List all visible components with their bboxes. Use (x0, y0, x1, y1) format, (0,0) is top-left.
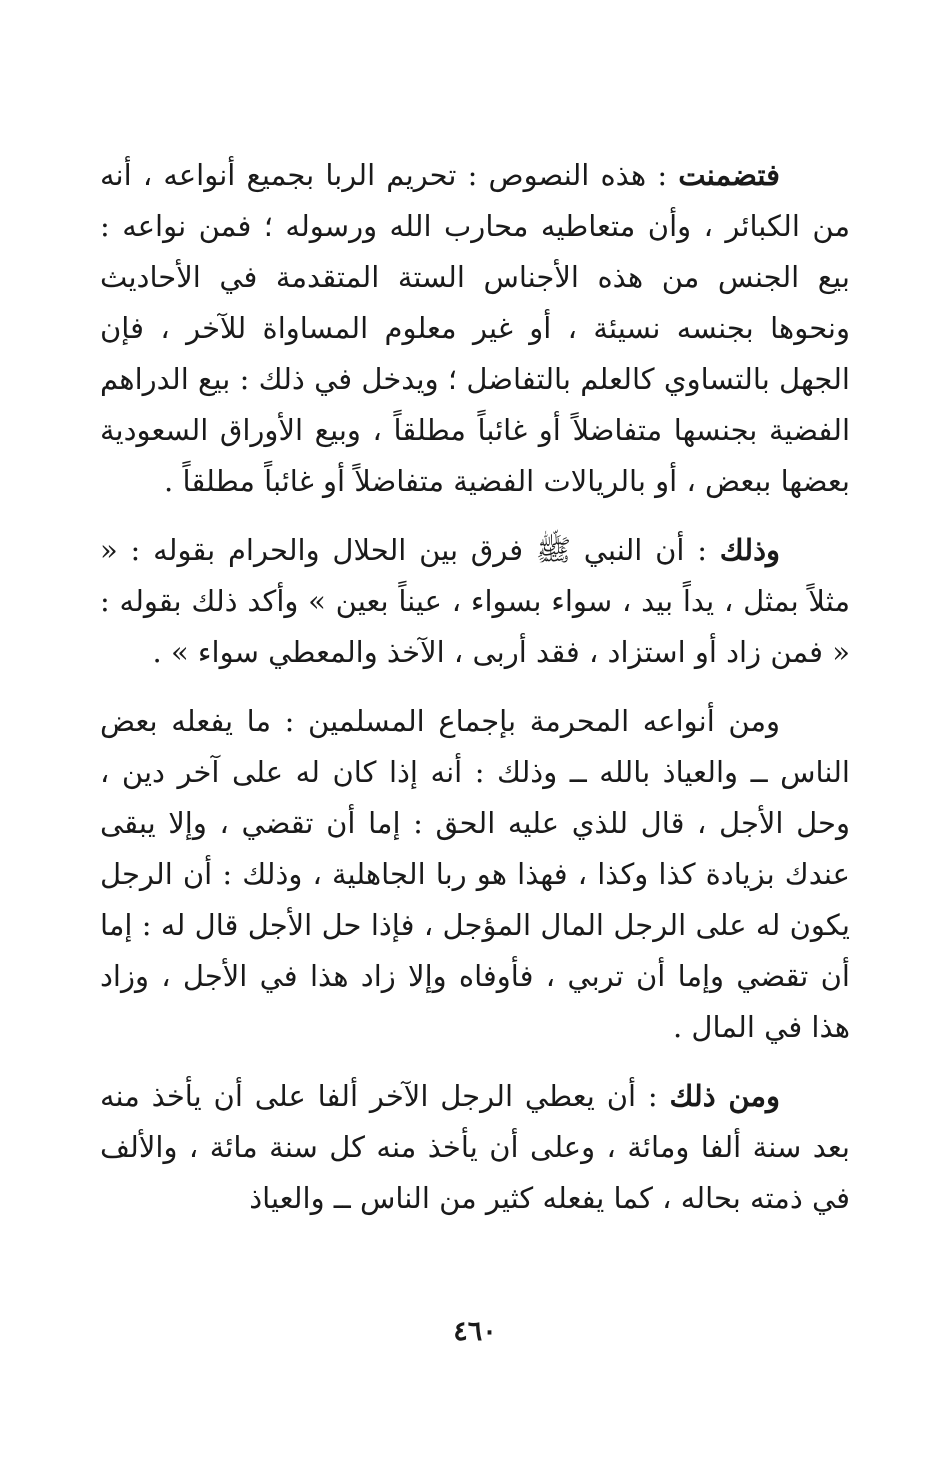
paragraph-jahiliyya-riba (100, 696, 850, 1053)
paragraph-text: : هذه النصوص : تحريم الربا بجميع أنواعه ، أنه من الكبائر ، وأن متعاطيه محارب الله ورسوله ؛ فمن نواعه : بيع الجنس من هذه الأجناس الستة المتقدمة في الأحاديث ونحوها بجنسه نسيئة ، أو غير معلوم المساواة للآخر ، فإن الجهل بالتساوي كالعلم بالتفاضل ؛ ويدخل في ذلك : بيع الدراهم الفضية بجنسها متفاضلاً أو غائباً مطلقاً ، وبيع الأوراق السعودية بعضها ببعض ، أو بالريالات الفضية متفاضلاً أو غائباً مطلقاً . (100, 158, 850, 498)
paragraph-text: ومن أنواعه المحرمة بإجماع المسلمين : ما يفعله بعض الناس ــ والعياذ بالله ــ وذلك : أنه إذا كان له على آخر دين ، وحل الأجل ، قال للذي عليه الحق : إما أن تقضي ، وإلا يبقى عندك بزيادة كذا وكذا ، فهذا هو ربا الجاهلية ، وذلك : أن الرجل يكون له على الرجل المال المؤجل ، فإذا حل الأجل قال له : إما أن تقضي وإما أن تربي ، فأوفاه وإلا زاد هذا في الأجل ، وزاد هذا في المال . (100, 704, 850, 1044)
paragraph-riba-types (100, 150, 850, 507)
paragraph-lead: فتضمنت (678, 158, 780, 192)
paragraph-lead: ومن ذلك (669, 1079, 780, 1113)
paragraph-loan-example (100, 1071, 850, 1224)
paragraph-lead: وذلك (719, 533, 780, 567)
page-number: ٤٦٠ (453, 1316, 497, 1347)
paragraph-text: : أن يعطي الرجل الآخر ألفا على أن يأخذ منه بعد سنة ألفا ومائة ، وعلى أن يأخذ منه كل سنة مائة ، والألف في ذمته بحاله ، كما يفعله كثير من الناس ــ والعياذ (100, 1079, 850, 1215)
paragraph-prophet-saying (100, 525, 850, 678)
paragraph-text: : أن النبي ﷺ فرق بين الحلال والحرام بقوله : « مثلاً بمثل ، يداً بيد ، سواء بسواء ، عيناً بعين » وأكد ذلك بقوله : « فمن زاد أو استزاد ، فقد أربى ، الآخذ والمعطي سواء » . (100, 533, 850, 669)
page-body (100, 150, 850, 1224)
